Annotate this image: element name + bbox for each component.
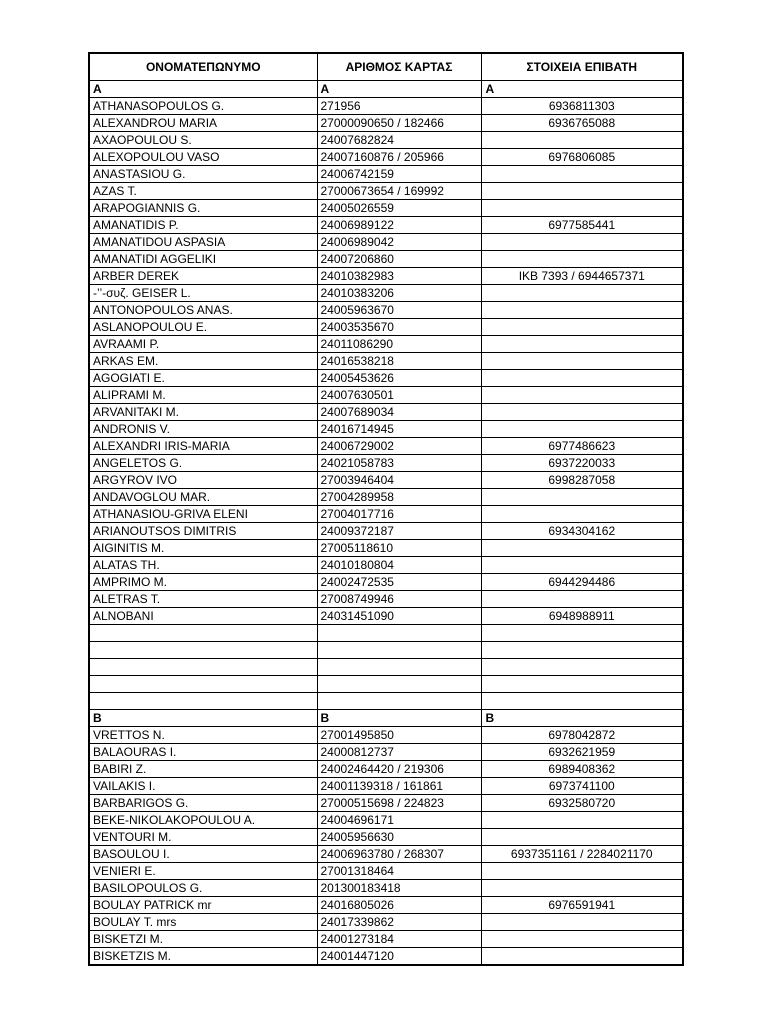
cell-passenger-info: 6973741100: [481, 778, 683, 795]
cell-card-number: 24006989042: [317, 234, 481, 251]
cell-card-number: 24002464420 / 219306: [317, 761, 481, 778]
cell-card-number: [317, 625, 481, 642]
cell-passenger-info: 6934304162: [481, 523, 683, 540]
table-row: [89, 506, 683, 523]
cell-passenger-info: [481, 863, 683, 880]
table-header-row: [89, 53, 683, 81]
cell-passenger-info: [481, 336, 683, 353]
cell-passenger-info: [481, 506, 683, 523]
table-row: [89, 285, 683, 302]
cell-name: BISKETZIS M.: [89, 948, 317, 966]
cell-passenger-info: 6944294486: [481, 574, 683, 591]
cell-passenger-info: IKB 7393 / 6944657371: [481, 268, 683, 285]
table-row: [89, 761, 683, 778]
cell-card-number: 27005118610: [317, 540, 481, 557]
cell-name: ALIPRAMI M.: [89, 387, 317, 404]
table-row: [89, 574, 683, 591]
cell-card-number: 24005956630: [317, 829, 481, 846]
table-row: [89, 540, 683, 557]
table-row: [89, 812, 683, 829]
cell-name: [89, 659, 317, 676]
cell-card-number: [317, 676, 481, 693]
table-row: [89, 880, 683, 897]
section-letter: Α: [89, 81, 317, 98]
cell-passenger-info: [481, 183, 683, 200]
table-row: [89, 98, 683, 115]
cell-card-number: [317, 693, 481, 710]
cell-passenger-info: [481, 200, 683, 217]
cell-name: AZAS T.: [89, 183, 317, 200]
table-row: [89, 846, 683, 863]
cell-name: [89, 693, 317, 710]
cell-passenger-info: [481, 404, 683, 421]
table-row: [89, 472, 683, 489]
table-row: [89, 200, 683, 217]
cell-card-number: 24003535670: [317, 319, 481, 336]
cell-name: BALAOURAS I.: [89, 744, 317, 761]
cell-passenger-info: [481, 353, 683, 370]
cell-passenger-info: 6989408362: [481, 761, 683, 778]
table-body: [89, 81, 683, 966]
cell-passenger-info: 6932621959: [481, 744, 683, 761]
cell-name: VAILAKIS I.: [89, 778, 317, 795]
cell-passenger-info: [481, 285, 683, 302]
cell-card-number: 27004017716: [317, 506, 481, 523]
header-card-number: ΑΡΙΘΜΟΣ ΚΑΡΤΑΣ: [317, 53, 481, 81]
cell-name: ARGYROV IVO: [89, 472, 317, 489]
cell-passenger-info: [481, 302, 683, 319]
cell-card-number: 271956: [317, 98, 481, 115]
cell-name: VRETTOS N.: [89, 727, 317, 744]
cell-name: ALEXANDRI IRIS-MARIA: [89, 438, 317, 455]
cell-name: VENIERI E.: [89, 863, 317, 880]
cell-card-number: 27001318464: [317, 863, 481, 880]
cell-name: ARIANOUTSOS DIMITRIS: [89, 523, 317, 540]
passenger-card-sheet: [88, 52, 682, 966]
table-row: [89, 336, 683, 353]
header-passenger-info: ΣΤΟΙΧΕΙΑ ΕΠΙΒΑΤΗ: [481, 53, 683, 81]
cell-name: BISKETZI M.: [89, 931, 317, 948]
cell-name: BASILOPOULOS G.: [89, 880, 317, 897]
cell-name: BOULAY T. mrs: [89, 914, 317, 931]
table-row: [89, 183, 683, 200]
cell-card-number: 24016714945: [317, 421, 481, 438]
cell-name: AGOGIATI E.: [89, 370, 317, 387]
cell-card-number: 24006742159: [317, 166, 481, 183]
cell-card-number: 24011086290: [317, 336, 481, 353]
cell-name: AMANATIDI AGGELIKI: [89, 251, 317, 268]
cell-name: AMANATIDOU ASPASIA: [89, 234, 317, 251]
cell-passenger-info: 6936811303: [481, 98, 683, 115]
cell-card-number: 24010382983: [317, 268, 481, 285]
section-letter: Α: [317, 81, 481, 98]
cell-passenger-info: 6976806085: [481, 149, 683, 166]
cell-name: BABIRI Z.: [89, 761, 317, 778]
cell-name: ANTONOPOULOS ANAS.: [89, 302, 317, 319]
table-row: [89, 421, 683, 438]
cell-card-number: 24009372187: [317, 523, 481, 540]
table-row: [89, 132, 683, 149]
table-row: [89, 370, 683, 387]
table-row: [89, 608, 683, 625]
cell-card-number: 24010180804: [317, 557, 481, 574]
header-name: ΟΝΟΜΑΤΕΠΩΝΥΜΟ: [89, 53, 317, 81]
cell-card-number: 24007682824: [317, 132, 481, 149]
cell-name: VENTOURI M.: [89, 829, 317, 846]
cell-passenger-info: [481, 540, 683, 557]
table-row: [89, 591, 683, 608]
cell-card-number: 24001273184: [317, 931, 481, 948]
table-row: [89, 931, 683, 948]
cell-name: ANDAVOGLOU MAR.: [89, 489, 317, 506]
cell-passenger-info: [481, 659, 683, 676]
cell-card-number: 24007160876 / 205966: [317, 149, 481, 166]
table-row: [89, 778, 683, 795]
cell-card-number: 24007630501: [317, 387, 481, 404]
table-row: [89, 268, 683, 285]
cell-card-number: 27008749946: [317, 591, 481, 608]
cell-card-number: 24001447120: [317, 948, 481, 966]
table-row: [89, 795, 683, 812]
cell-name: ASLANOPOULOU E.: [89, 319, 317, 336]
cell-card-number: 24006963780 / 268307: [317, 846, 481, 863]
cell-card-number: [317, 659, 481, 676]
table-row: [89, 302, 683, 319]
cell-passenger-info: 6976591941: [481, 897, 683, 914]
table-row: [89, 166, 683, 183]
table-row: [89, 557, 683, 574]
table-row: [89, 251, 683, 268]
cell-card-number: 24017339862: [317, 914, 481, 931]
cell-name: ATHANASOPOULOS G.: [89, 98, 317, 115]
empty-row: [89, 659, 683, 676]
cell-passenger-info: [481, 557, 683, 574]
cell-passenger-info: [481, 914, 683, 931]
cell-card-number: 24010383206: [317, 285, 481, 302]
cell-card-number: 27000673654 / 169992: [317, 183, 481, 200]
cell-passenger-info: [481, 880, 683, 897]
cell-name: ALNOBANI: [89, 608, 317, 625]
cell-name: ATHANASIOU-GRIVA ELENI: [89, 506, 317, 523]
cell-passenger-info: [481, 234, 683, 251]
table-row: [89, 115, 683, 132]
cell-passenger-info: 6977486623: [481, 438, 683, 455]
section-header-row: [89, 81, 683, 98]
cell-name: ALEXANDROU MARIA: [89, 115, 317, 132]
cell-passenger-info: [481, 591, 683, 608]
table-row: [89, 523, 683, 540]
table-row: [89, 744, 683, 761]
table-row: [89, 727, 683, 744]
cell-passenger-info: [481, 693, 683, 710]
cell-passenger-info: [481, 642, 683, 659]
cell-name: [89, 625, 317, 642]
table-row: [89, 489, 683, 506]
empty-row: [89, 642, 683, 659]
section-letter: B: [89, 710, 317, 727]
section-letter: Α: [481, 81, 683, 98]
section-letter: B: [481, 710, 683, 727]
cell-passenger-info: [481, 166, 683, 183]
cell-passenger-info: 6936765088: [481, 115, 683, 132]
cell-passenger-info: [481, 948, 683, 966]
cell-passenger-info: [481, 319, 683, 336]
cell-card-number: 24006729002: [317, 438, 481, 455]
cell-card-number: 24004696171: [317, 812, 481, 829]
cell-passenger-info: 6937351161 / 2284021170: [481, 846, 683, 863]
cell-name: BARBARIGOS G.: [89, 795, 317, 812]
cell-name: AMPRIMO M.: [89, 574, 317, 591]
cell-card-number: 24002472535: [317, 574, 481, 591]
cell-name: ARKAS EM.: [89, 353, 317, 370]
cell-card-number: 24000812737: [317, 744, 481, 761]
table-row: [89, 353, 683, 370]
table-row: [89, 948, 683, 966]
cell-name: ANDRONIS V.: [89, 421, 317, 438]
cell-card-number: 24005453626: [317, 370, 481, 387]
cell-card-number: 27000090650 / 182466: [317, 115, 481, 132]
cell-passenger-info: [481, 251, 683, 268]
cell-card-number: 24005026559: [317, 200, 481, 217]
cell-passenger-info: [481, 931, 683, 948]
cell-name: ANASTASIOU G.: [89, 166, 317, 183]
cell-passenger-info: [481, 370, 683, 387]
cell-passenger-info: 6932580720: [481, 795, 683, 812]
cell-passenger-info: [481, 812, 683, 829]
passenger-table: [88, 52, 684, 966]
cell-name: AVRAAMI P.: [89, 336, 317, 353]
cell-passenger-info: 6937220033: [481, 455, 683, 472]
cell-card-number: 201300183418: [317, 880, 481, 897]
cell-name: [89, 676, 317, 693]
table-row: [89, 455, 683, 472]
table-row: [89, 217, 683, 234]
table-row: [89, 404, 683, 421]
cell-passenger-info: 6998287058: [481, 472, 683, 489]
table-row: [89, 234, 683, 251]
cell-name: AIGINITIS M.: [89, 540, 317, 557]
cell-name: ALEXOPOULOU VASO: [89, 149, 317, 166]
cell-passenger-info: [481, 421, 683, 438]
table-row: [89, 863, 683, 880]
empty-row: [89, 625, 683, 642]
cell-passenger-info: [481, 132, 683, 149]
empty-row: [89, 676, 683, 693]
cell-name: -’’-συζ. GEISER L.: [89, 285, 317, 302]
table-row: [89, 829, 683, 846]
table-row: [89, 897, 683, 914]
cell-card-number: 27003946404: [317, 472, 481, 489]
table-row: [89, 438, 683, 455]
cell-name: ARBER DEREK: [89, 268, 317, 285]
cell-name: [89, 642, 317, 659]
cell-card-number: 24006989122: [317, 217, 481, 234]
cell-name: ARVANITAKI M.: [89, 404, 317, 421]
cell-passenger-info: [481, 625, 683, 642]
cell-card-number: 24007689034: [317, 404, 481, 421]
cell-name: ALETRAS T.: [89, 591, 317, 608]
cell-name: ALATAS TH.: [89, 557, 317, 574]
cell-card-number: 24021058783: [317, 455, 481, 472]
cell-name: ANGELETOS G.: [89, 455, 317, 472]
cell-card-number: 24001139318 / 161861: [317, 778, 481, 795]
cell-card-number: 27001495850: [317, 727, 481, 744]
section-header-row: [89, 710, 683, 727]
cell-name: BASOULOU I.: [89, 846, 317, 863]
cell-passenger-info: 6977585441: [481, 217, 683, 234]
cell-name: BOULAY PATRICK mr: [89, 897, 317, 914]
cell-card-number: 24016805026: [317, 897, 481, 914]
cell-name: AMANATIDIS P.: [89, 217, 317, 234]
cell-card-number: 27004289958: [317, 489, 481, 506]
cell-card-number: 24007206860: [317, 251, 481, 268]
cell-name: ARAPOGIANNIS G.: [89, 200, 317, 217]
cell-card-number: 27000515698 / 224823: [317, 795, 481, 812]
table-row: [89, 149, 683, 166]
cell-passenger-info: [481, 829, 683, 846]
cell-card-number: 24031451090: [317, 608, 481, 625]
table-row: [89, 914, 683, 931]
table-row: [89, 319, 683, 336]
cell-passenger-info: [481, 676, 683, 693]
cell-card-number: [317, 642, 481, 659]
empty-row: [89, 693, 683, 710]
cell-name: AXAOPOULOU S.: [89, 132, 317, 149]
section-letter: B: [317, 710, 481, 727]
cell-card-number: 24016538218: [317, 353, 481, 370]
cell-passenger-info: 6978042872: [481, 727, 683, 744]
cell-name: BEKE-NIKOLAKOPOULOU A.: [89, 812, 317, 829]
cell-card-number: 24005963670: [317, 302, 481, 319]
cell-passenger-info: 6948988911: [481, 608, 683, 625]
table-row: [89, 387, 683, 404]
cell-passenger-info: [481, 387, 683, 404]
cell-passenger-info: [481, 489, 683, 506]
